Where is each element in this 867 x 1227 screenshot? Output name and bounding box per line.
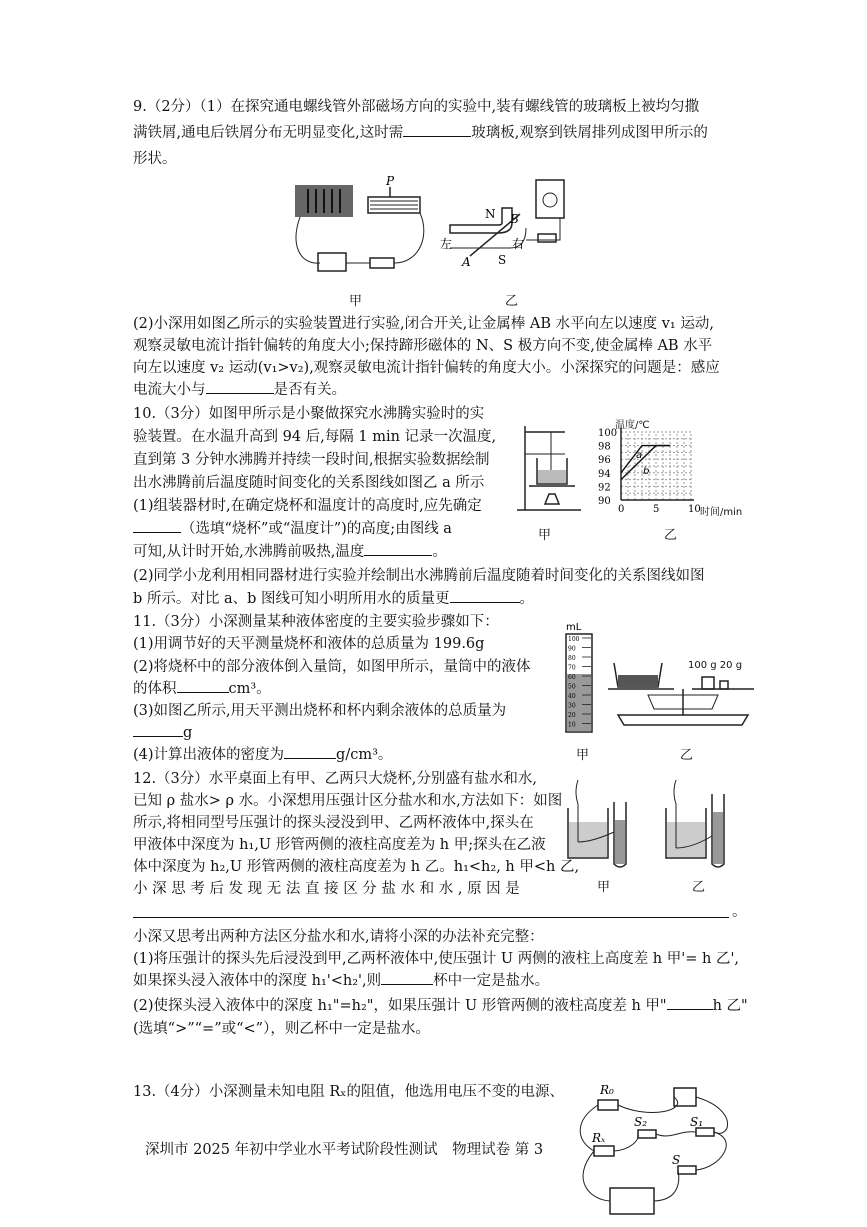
q10-line9-a: b 所示。对比 a、b 图线可知小明所用水的质量更 (133, 591, 450, 607)
q9-line2-b: 玻璃板,观察到铁屑排列成图甲所示的 (471, 125, 708, 141)
q10-line9 (133, 588, 534, 610)
graph-x-ticks (618, 504, 701, 515)
cylinder-unit: mL (566, 622, 582, 633)
q10-line2: 验装置。在水温升高到 94 后,每隔 1 min 记录一次温度, (133, 429, 497, 445)
q11-line1: 11.（3分）小深测量某种液体密度的主要实验步骤如下： (133, 614, 499, 630)
cylinder-tick-label: 10 (568, 721, 576, 729)
q10-line1: 10.（3分）如图甲所示是小聚做探究水沸腾实验时的实 (133, 406, 485, 422)
q12-line8: 小深又思考出两种方法区分盐水和水,请将小深的办法补充完整： (133, 929, 544, 945)
weight-20g (720, 681, 728, 689)
x-tick-label: 0 (618, 504, 625, 515)
y-tick-label: 96 (598, 455, 611, 467)
q12-line10-b: 杯中一定是盐水。 (433, 973, 550, 989)
label-a: A (462, 255, 471, 269)
q12-caption-yi: 乙 (692, 880, 706, 895)
q12-line12: (选填“>”“=”或“<”），则乙杯中一定是盐水。 (133, 1021, 430, 1037)
q10-line3: 直到第 3 分钟水沸腾并持续一段时间,根据实验数据绘制 (133, 452, 490, 468)
label-r0: R₀ (600, 1083, 614, 1097)
q11-line7-a: (4)计算出液体的密度为 (133, 747, 285, 763)
boiling-apparatus (515, 418, 585, 518)
q11-line4 (133, 678, 271, 700)
q12-line2: 已知 ρ 盐水> ρ 水。小深想用压强计区分盐水和水,方法如下：如图 (133, 793, 563, 809)
q11-blank-2[interactable] (133, 722, 183, 737)
graduated-cylinder (560, 622, 600, 737)
manometer-figures (562, 772, 752, 872)
solenoid-figure (290, 175, 440, 285)
cylinder-tick-label: 70 (568, 664, 576, 672)
switch (370, 258, 394, 268)
cylinder-tick-label: 50 (568, 683, 576, 691)
cylinder-tick-label: 60 (568, 674, 576, 681)
q10-blank-3[interactable] (450, 588, 520, 603)
q9-p2-line1: (2)小深用如图乙所示的实验装置进行实验,闭合开关,让金属棒 AB 水平向左以速度 v₁ 运动, (133, 316, 714, 332)
page-footer: 深圳市 2025 年初中学业水平考试阶段性测试 物理试卷 第 3 (145, 1142, 544, 1158)
weights-label: 100 g 20 g (688, 660, 743, 671)
q9-caption-yi: 乙 (505, 294, 519, 309)
q11-line2: (1)用调节好的天平测量烧杯和液体的总质量为 199.6g (133, 636, 485, 652)
alcohol-lamp (545, 494, 559, 504)
label-s2: S₂ (634, 1115, 648, 1129)
q10-line5: (1)组装器材时,在确定烧杯和温度计的高度时,应先确定 (133, 498, 482, 514)
q10-line8: (2)同学小龙利用相同器材进行实验并绘制出水沸腾前后温度随着时间变化的关系图线如图 (133, 568, 705, 584)
induction-figure (440, 178, 570, 278)
label-p: P (386, 174, 395, 188)
graph-grid (621, 432, 691, 500)
label-b: B (510, 212, 519, 226)
label-s1: S₁ (690, 1115, 704, 1129)
q10-line4: 出水沸腾前后温度随时间变化的关系图线如图乙 a 所示 (133, 475, 485, 491)
power-supply (610, 1188, 654, 1214)
q9-p2-line3: 向左以速度 v₂ 运动(v₁>v₂),观察灵敏电流计指针偏转的角度大小。小深探究的问题是：感应 (133, 360, 720, 376)
q12-line3: 所示,将相同型号压强计的探头浸没到甲、乙两杯液体中,探头在 (133, 815, 534, 831)
resistor-r0 (598, 1100, 618, 1110)
q10-line9-b: 。 (519, 591, 535, 607)
balance-base (618, 715, 748, 725)
q12-line1: 12.（3分）水平桌面上有甲、乙两只大烧杯,分别盛有盐水和水, (133, 771, 538, 787)
q12-line10-a: 如果探头浸入液体中的深度 h₁'<h₂',则 (133, 973, 382, 989)
q11-line7 (133, 744, 392, 766)
q12-line11-b: h 乙" (712, 998, 748, 1014)
q13-line1: 13.（4分）小深测量未知电阻 Rₓ的阻值，他选用电压不变的电源、 (133, 1084, 564, 1100)
weight-100g (702, 677, 714, 689)
q12-blank-2[interactable] (667, 995, 713, 1010)
y-tick-label: 92 (598, 482, 611, 494)
q11-blank-1[interactable] (177, 678, 229, 693)
label-rx: Rₓ (592, 1131, 606, 1145)
cylinder-tick-label: 30 (568, 702, 576, 710)
q11-line6 (133, 722, 192, 744)
q11-line5: (3)如图乙所示,用天平测出烧杯和杯内剩余液体的总质量为 (133, 703, 507, 719)
q10-line7-b: 。 (432, 544, 447, 560)
cylinder-tick-label: 80 (568, 655, 576, 662)
q11-caption-jia: 甲 (576, 748, 590, 763)
q9-p2-line4 (133, 379, 346, 401)
q12-blank-1[interactable] (381, 970, 433, 985)
q9-p2-line2: 观察灵敏电流计指针偏转的角度大小;保持蹄形磁体的 N、S 极方向不变,使金属棒 AB 水平 (133, 338, 713, 354)
q9-blank-2[interactable] (206, 379, 274, 394)
switch-s1 (696, 1128, 714, 1136)
y-tick-label: 98 (598, 441, 611, 453)
switch-2 (538, 234, 556, 242)
cylinder-tick-label: 20 (568, 712, 576, 719)
q10-line6-b: （选填“烧杯”或“温度计”)的高度;由图线 a (181, 521, 452, 537)
q12-caption-jia: 甲 (597, 880, 611, 895)
x-tick-label: 10 (688, 504, 701, 515)
y-tick-label: 94 (598, 468, 611, 480)
q12-line4: 甲液体中深度为 h₁,U 形管两侧的液柱高度差为 h 甲;探头在乙液 (133, 837, 546, 853)
manometer-yi (666, 780, 724, 867)
q9-line3: 形状。 (133, 151, 177, 167)
q11-line7-b: g/cm³。 (336, 747, 393, 763)
line-a-label: a (636, 450, 643, 461)
q9-line1: 9.（2分）（1）在探究通电螺线管外部磁场方向的实验中,装有螺线管的玻璃板上被均匀撒 (133, 99, 700, 115)
q9-caption-jia: 甲 (349, 294, 363, 309)
q9-p2-line4-b: 是否有关。 (273, 382, 346, 398)
graph-y-label: 温度/℃ (615, 420, 650, 431)
cylinder-tick-label: 40 (568, 693, 576, 700)
x-tick-label: 5 (653, 504, 660, 515)
q12-blank-reason[interactable] (133, 917, 729, 918)
switch-s (678, 1166, 696, 1174)
label-right: 右 (512, 237, 525, 251)
y-tick-label: 90 (598, 496, 611, 507)
q12-line9: (1)将压强计的探头先后浸没到甲,乙两杯液体中,使压强计 U 两侧的液柱上高度差 h 甲'= h 乙', (133, 951, 740, 967)
q11-blank-3[interactable] (284, 744, 336, 759)
q11-line4-a: 的体积 (133, 681, 177, 697)
cylinder-tick-label: 90 (568, 645, 576, 653)
q11-line4-b: cm³。 (228, 681, 271, 697)
label-n: N (485, 207, 496, 221)
label-s: S (498, 253, 507, 267)
cylinder-tick-label: 100 (568, 636, 580, 643)
q11-line3: (2)将烧杯中的部分液体倒入量筒，如图甲所示，量筒中的液体 (133, 659, 531, 675)
q10-caption-yi: 乙 (664, 528, 678, 543)
switch-s2 (638, 1130, 656, 1138)
battery (318, 253, 346, 271)
q10-line7 (133, 541, 447, 563)
graph-y-ticks (598, 428, 617, 507)
q10-line7-a: 可知,从计时开始,水沸腾前吸热,温度 (133, 544, 365, 560)
q12-line11 (133, 995, 748, 1017)
resistor-rx (594, 1146, 614, 1156)
q12-line11-a: (2)使探头浸入液体中的深度 h₁"=h₂"，如果压强计 U 形管两侧的液柱高度差 h 甲" (133, 998, 667, 1014)
q11-line6-b: g (183, 725, 193, 741)
q9-p2-line4-a: 电流大小与 (133, 382, 206, 398)
graph-x-label: 时间/min (700, 507, 743, 518)
line-b-label: b (643, 466, 650, 477)
circuit-figure (570, 1080, 770, 1220)
q10-line6 (133, 518, 452, 540)
q11-caption-yi: 乙 (680, 748, 694, 763)
q12-line10 (133, 970, 549, 992)
label-left: 左 (440, 237, 453, 251)
label-s: S (672, 1153, 681, 1167)
q10-caption-jia: 甲 (538, 528, 552, 543)
q10-blank-1[interactable] (133, 518, 181, 533)
y-tick-label: 100 (598, 428, 618, 439)
q12-line5: 体中深度为 h₂,U 形管两侧的液柱高度差为 h 乙。h₁<h₂, h 甲<h 乙, (133, 859, 580, 875)
manometer-jia (568, 780, 626, 867)
q12-line6: 小 深 思 考 后 发 现 无 法 直 接 区 分 盐 水 和 水 , 原 因 是 (133, 881, 520, 897)
galvanometer (536, 180, 564, 218)
q9-line2-a: 满铁屑,通电后铁屑分布无明显变化,这时需 (133, 125, 404, 141)
q9-line2 (133, 122, 708, 144)
q9-blank-1[interactable] (403, 122, 471, 137)
q12-line7: 。 (732, 904, 747, 920)
q10-blank-2[interactable] (364, 541, 432, 556)
